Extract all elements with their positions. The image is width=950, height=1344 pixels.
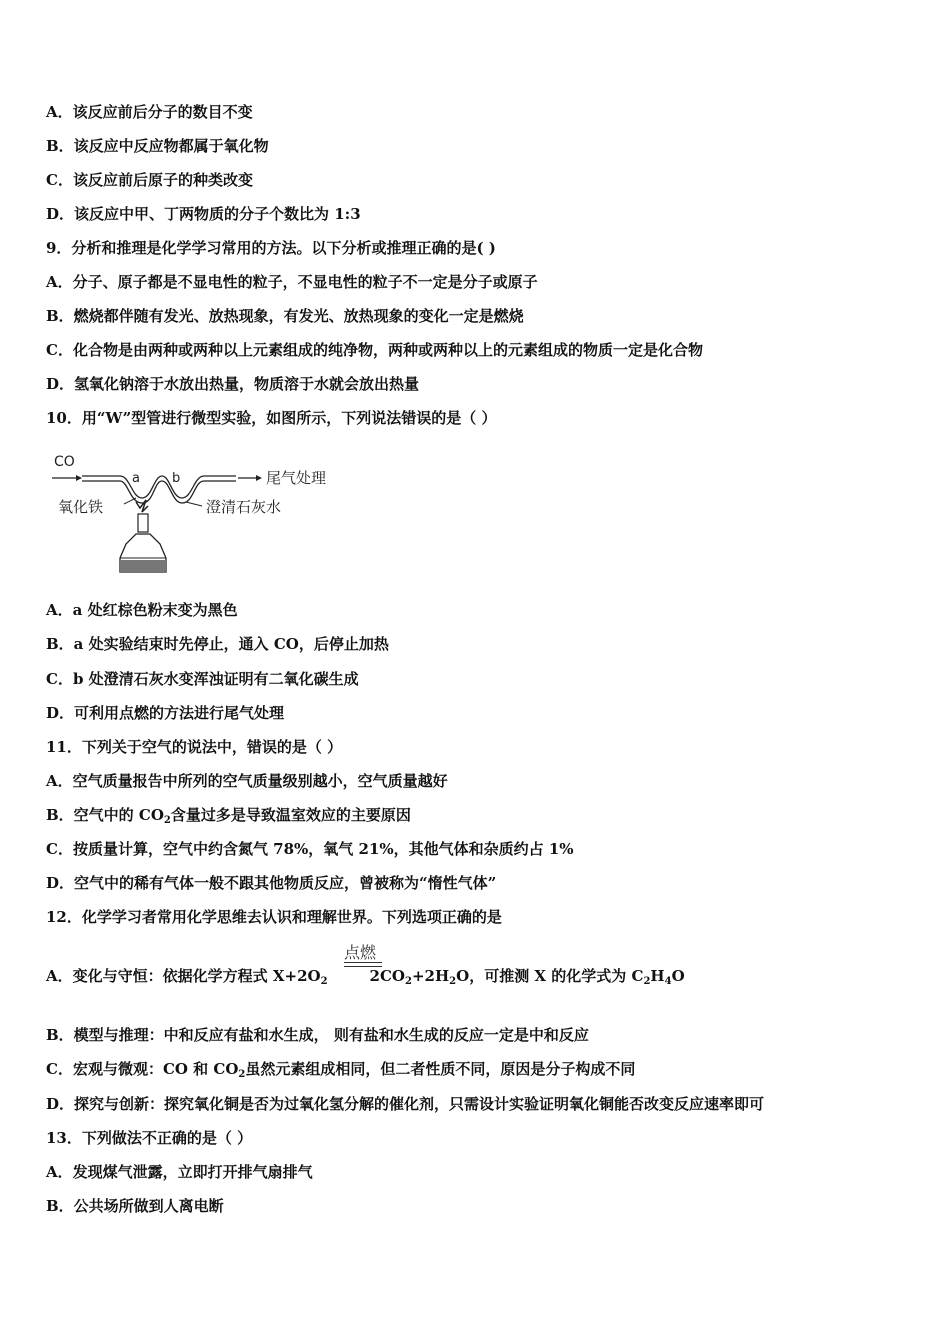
q9-option-a: A．分子、原子都是不显电性的粒子，不显电性的粒子不一定是分子或原子	[46, 273, 538, 291]
q12-a-sub3: 2	[449, 976, 457, 987]
q11-option-b	[46, 805, 411, 831]
q10-option-d: D．可利用点燃的方法进行尾气处理	[46, 704, 285, 722]
w-tube-diagram	[50, 450, 350, 580]
q8-option-a: A．该反应前后分子的数目不变	[46, 103, 253, 121]
q12-a-sub5: 4	[664, 976, 672, 987]
q12-a-pre: A．变化与守恒：依据化学方程式 X+2O	[46, 967, 321, 985]
q13-stem: 13．下列做法不正确的是（ ）	[46, 1129, 253, 1147]
q8-option-c: C．该反应前后原子的种类改变	[46, 171, 253, 189]
diagram-label-tail-gas: 尾气处理	[266, 469, 327, 487]
q10-option-c: C．b 处澄清石灰水变浑浊证明有二氧化碳生成	[46, 670, 359, 688]
diagram-label-b: b	[172, 471, 181, 486]
q12-option-b: B．模型与推理：中和反应有盐和水生成， 则有盐和水生成的反应一定是中和反应	[46, 1026, 589, 1044]
diagram-label-a: a	[132, 471, 140, 486]
q11-b-post: 含量过多是导致温室效应的主要原因	[170, 806, 411, 824]
q11-option-c: C．按质量计算，空气中约含氮气 78%，氧气 21%，其他气体和杂质约占 1%	[46, 840, 574, 858]
q13-option-a: A．发现煤气泄露，立即打开排气扇排气	[46, 1163, 313, 1181]
q12-reaction-condition: 点燃	[344, 943, 377, 962]
diagram-label-limewater: 澄清石灰水	[206, 498, 282, 516]
q11-stem: 11．下列关于空气的说法中，错误的是（ ）	[46, 738, 343, 756]
q10-option-b: B．a 处实验结束时先停止，通入 CO，后停止加热	[46, 635, 389, 653]
q12-option-a	[46, 966, 685, 992]
q9-option-d: D．氢氧化钠溶于水放出热量，物质溶于水就会放出热量	[46, 375, 420, 393]
q12-equation-bar	[344, 962, 382, 963]
q12-a-sub1: 2	[320, 976, 328, 987]
q12-c-post: 虽然元素组成相同，但二者性质不同，原因是分子构成不同	[245, 1060, 636, 1078]
q12-a-mid2: +2H	[411, 967, 450, 985]
diagram-label-co: CO	[54, 454, 75, 470]
q12-c-sub: 2	[238, 1069, 246, 1080]
q12-option-d: D．探究与创新：探究氧化铜是否为过氧化氢分解的催化剂，只需设计实验证明氧化铜能否改变反应速率即可	[46, 1095, 765, 1113]
q9-option-b: B．燃烧都伴随有发光、放热现象，有发光、放热现象的变化一定是燃烧	[46, 307, 524, 325]
q12-a-end: O	[671, 967, 685, 985]
q11-b-sub: 2	[163, 815, 171, 826]
q12-c-pre: C．宏观与微观：CO 和 CO	[46, 1060, 239, 1078]
q11-option-d: D．空气中的稀有气体一般不跟其他物质反应，曾被称为“惰性气体”	[46, 874, 497, 892]
q10-option-a: A．a 处红棕色粉末变为黑色	[46, 601, 238, 619]
q11-b-pre: B．空气中的 CO	[46, 806, 164, 824]
q12-stem: 12．化学学习者常用化学思维去认识和理解世界。下列选项正确的是	[46, 908, 502, 926]
q12-a-sub2: 2	[405, 976, 412, 987]
q12-a-mid4: H	[650, 967, 665, 985]
q13-option-b: B．公共场所做到人离电断	[46, 1197, 224, 1215]
q9-stem: 9．分析和推理是化学学习常用的方法。以下分析或推理正确的是( )	[46, 239, 496, 257]
q8-option-b: B．该反应中反应物都属于氧化物	[46, 137, 269, 155]
q12-option-c	[46, 1059, 635, 1085]
q10-stem: 10．用“W”型管进行微型实验，如图所示，下列说法错误的是（ ）	[46, 409, 497, 427]
q8-option-d: D．该反应中甲、丁两物质的分子个数比为 1:3	[46, 205, 361, 223]
q12-a-sub4: 2	[643, 976, 651, 987]
q12-a-mid3: O，可推测 X 的化学式为 C	[456, 967, 644, 985]
q12-a-mid1: 2CO	[369, 967, 405, 985]
q11-option-a: A．空气质量报告中所列的空气质量级别越小，空气质量越好	[46, 772, 448, 790]
q9-option-c: C．化合物是由两种或两种以上元素组成的纯净物，两种或两种以上的元素组成的物质一定是化合物	[46, 341, 703, 359]
diagram-label-iron-oxide: 氧化铁	[58, 498, 104, 516]
